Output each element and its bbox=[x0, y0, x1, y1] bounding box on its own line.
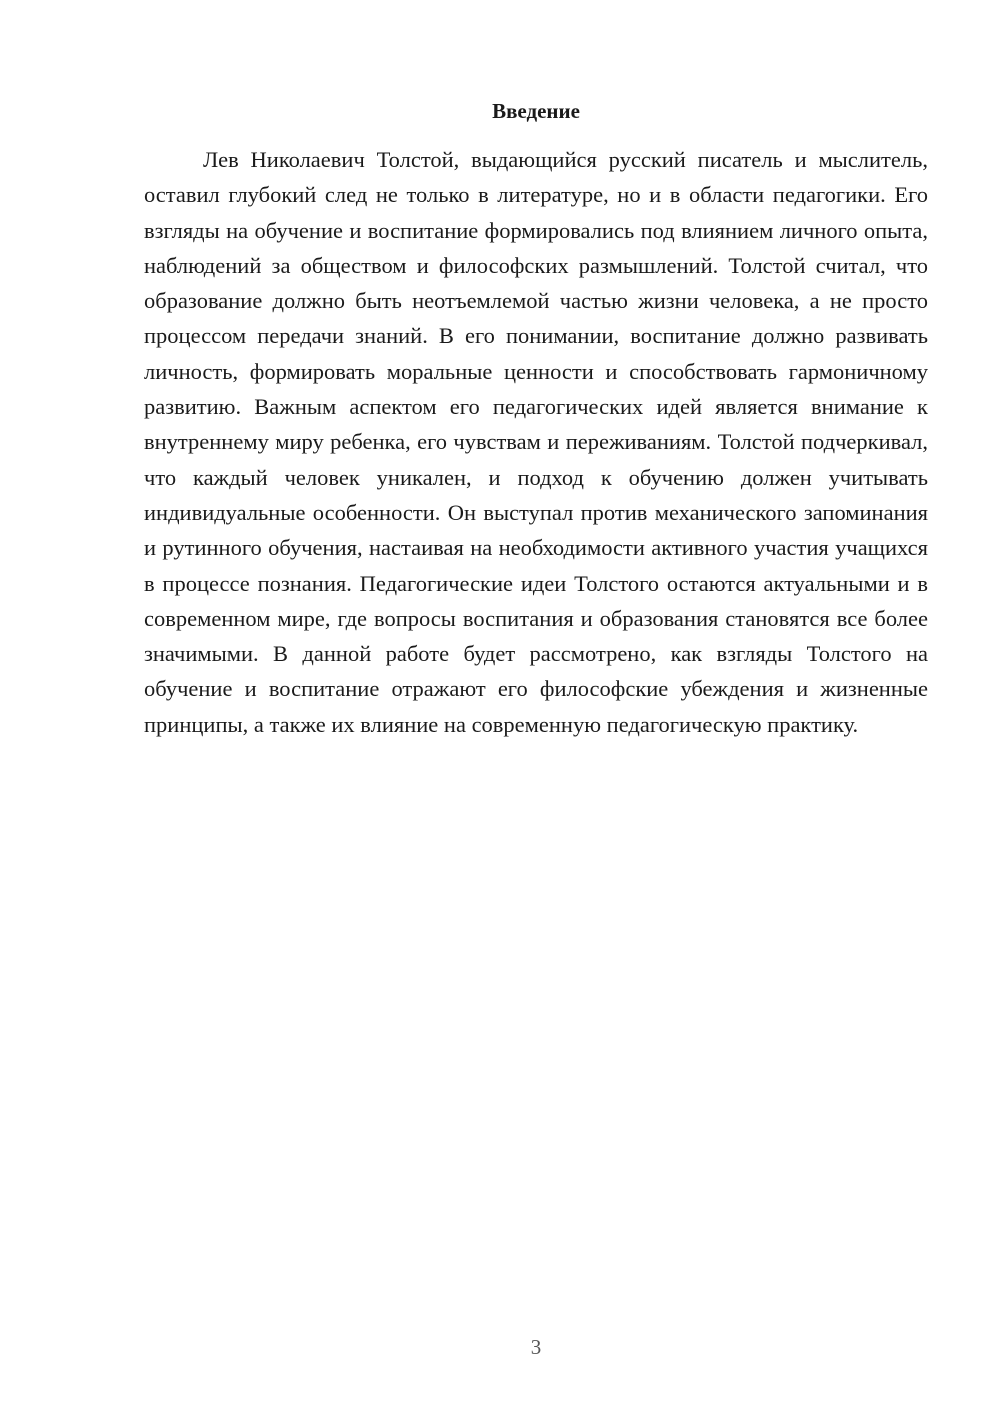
body-paragraph: Лев Николаевич Толстой, выдающийся русский писатель и мыслитель, оставил глубокий след не только в литературе, но и в области педагогики. Его взгляды на обучение и воспитание формировались под влиянием личного опыта, наблюдений за обществом и философских размышлений. Толстой считал, что образование должно быть неотъемлемой частью жизни человека, а не просто процессом передачи знаний. В его понимании, воспитание должно развивать личность, формировать моральные ценности и способствовать гармоничному развитию. Важным аспектом его педагогических идей является внимание к внутреннему миру ребенка, его чувствам и переживаниям. Толстой подчеркивал, что каждый человек уникален, и подход к обучению должен учитывать индивидуальные особенности. Он выступал против механического запоминания и рутинного обучения, настаивая на необходимости активного участия учащихся в процессе познания. Педагогические идеи Толстого остаются актуальными и в современном мире, где вопросы воспитания и образования становятся все более значимыми. В данной работе будет рассмотрено, как взгляды Толстого на обучение и воспитание отражают его философские убеждения и жизненные принципы, а также их влияние на современную педагогическую практику. bbox=[144, 147, 928, 737]
section-heading: Введение bbox=[492, 99, 580, 123]
page-number: 3 bbox=[530, 1335, 542, 1359]
